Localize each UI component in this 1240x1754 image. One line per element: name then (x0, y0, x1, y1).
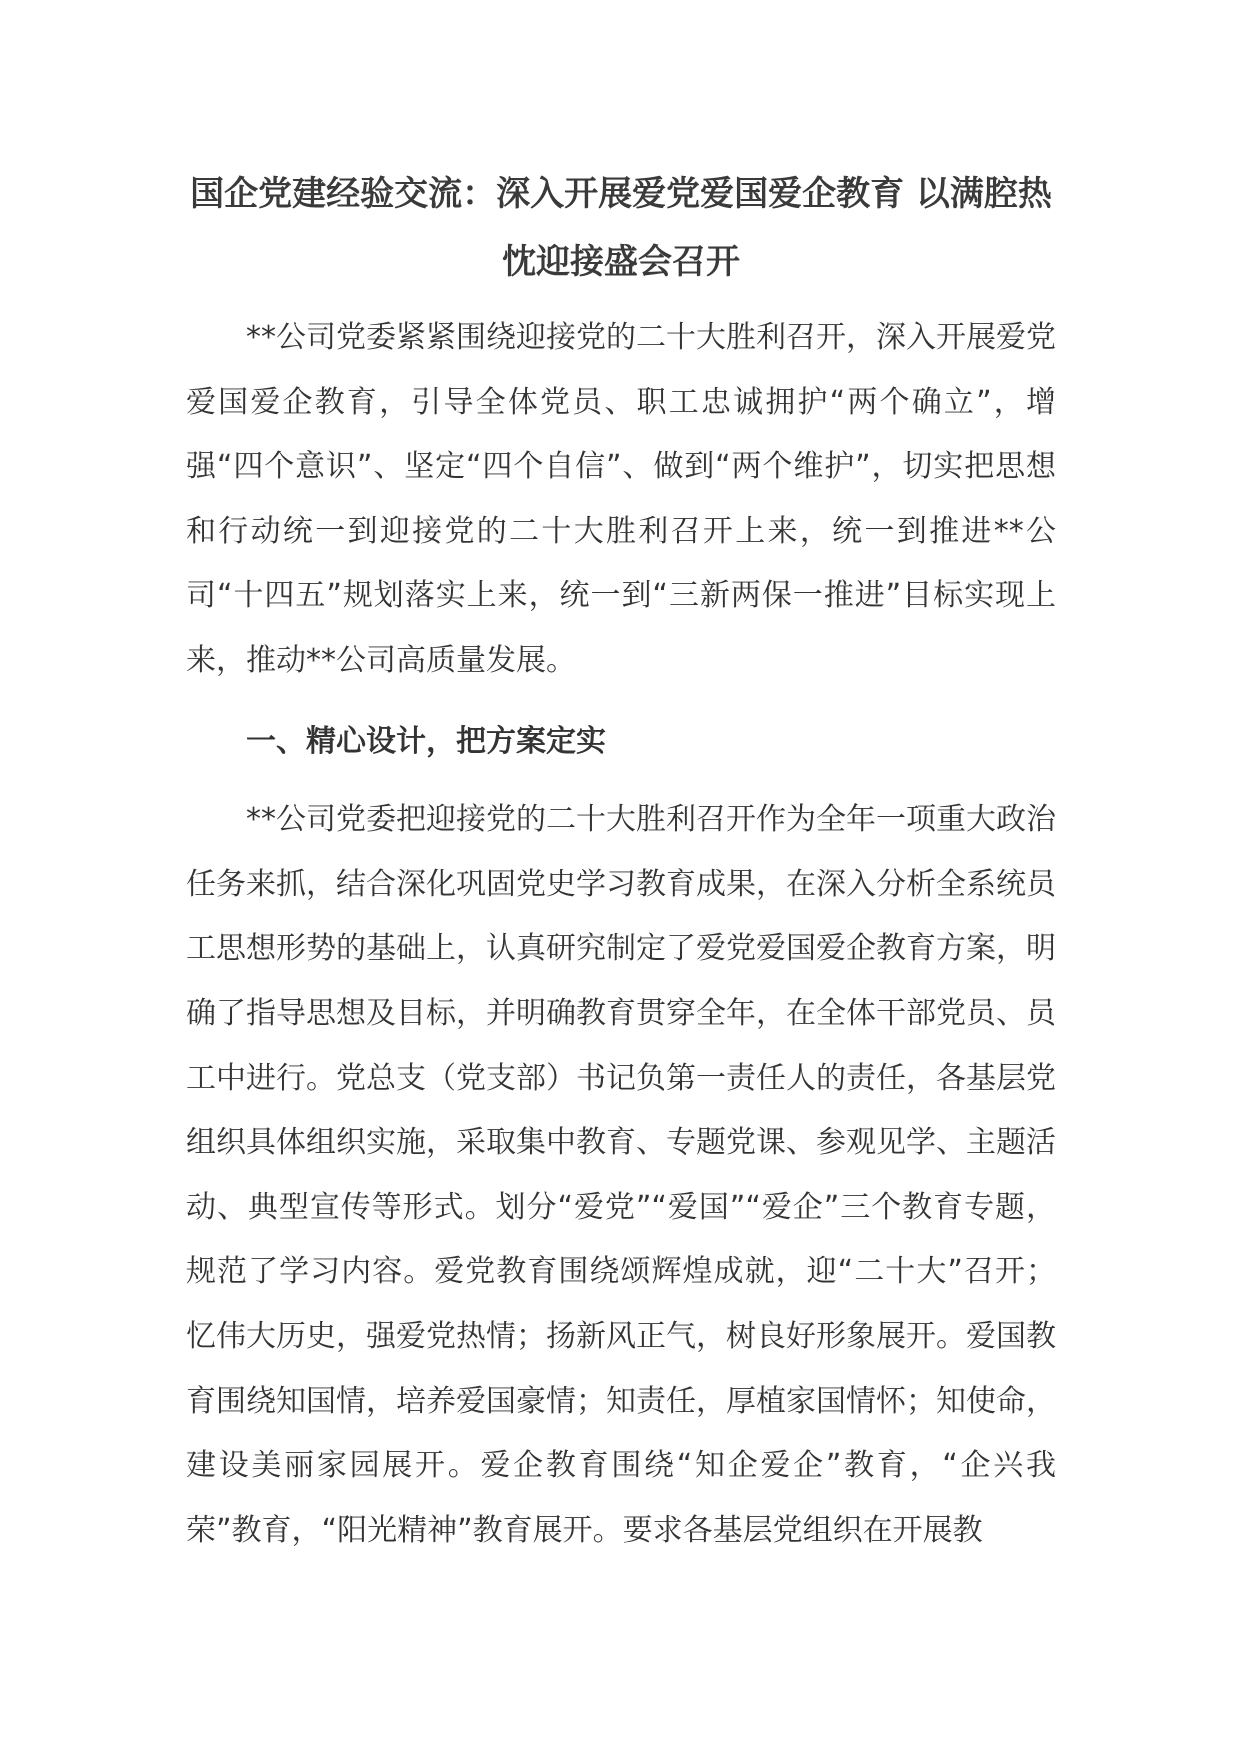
document-page (186, 160, 1056, 1563)
section-paragraph: **公司党委把迎接党的二十大胜利召开作为全年一项重大政治任务来抓，结合深化巩固党史学习教育成果，在深入分析全系统员工思想形势的基础上，认真研究制定了爱党爱国爱企教育方案，明确了指导思想及目标，并明确教育贯穿全年，在全体干部党员、员工中进行。党总支（党支部）书记负第一责任人的责任，各基层党组织具体组织实施，采取集中教育、专题党课、参观见学、主题活动、典型宣传等形式。划分“爱党”“爱国”“爱企”三个教育专题，规范了学习内容。爱党教育围绕颂辉煌成就，迎“二十大”召开；忆伟大历史，强爱党热情；扬新风正气，树良好形象展开。爱国教育围绕知国情，培养爱国豪情；知责任，厚植家国情怀；知使命，建设美丽家园展开。爱企教育围绕“知企爱企”教育，“企兴我荣”教育，“阳光精神”教育展开。要求各基层党组织在开展教 (186, 802, 1056, 1548)
intro-paragraph: **公司党委紧紧围绕迎接党的二十大胜利召开，深入开展爱党爱国爱企教育，引导全体党员、职工忠诚拥护“两个确立”，增强“四个意识”、坚定“四个自信”、做到“两个维护”，切实把思想和行动统一到迎接党的二十大胜利召开上来，统一到推进**公司“十四五”规划落实上来，统一到“三新两保一推进”目标实现上来，推动**公司高质量发展。 (186, 320, 1056, 678)
document-title: 国企党建经验交流：深入开展爱党爱国爱企教育 以满腔热忱迎接盛会召开 (190, 174, 1052, 282)
section-heading: 一、精心设计，把方案定实 (246, 723, 606, 759)
